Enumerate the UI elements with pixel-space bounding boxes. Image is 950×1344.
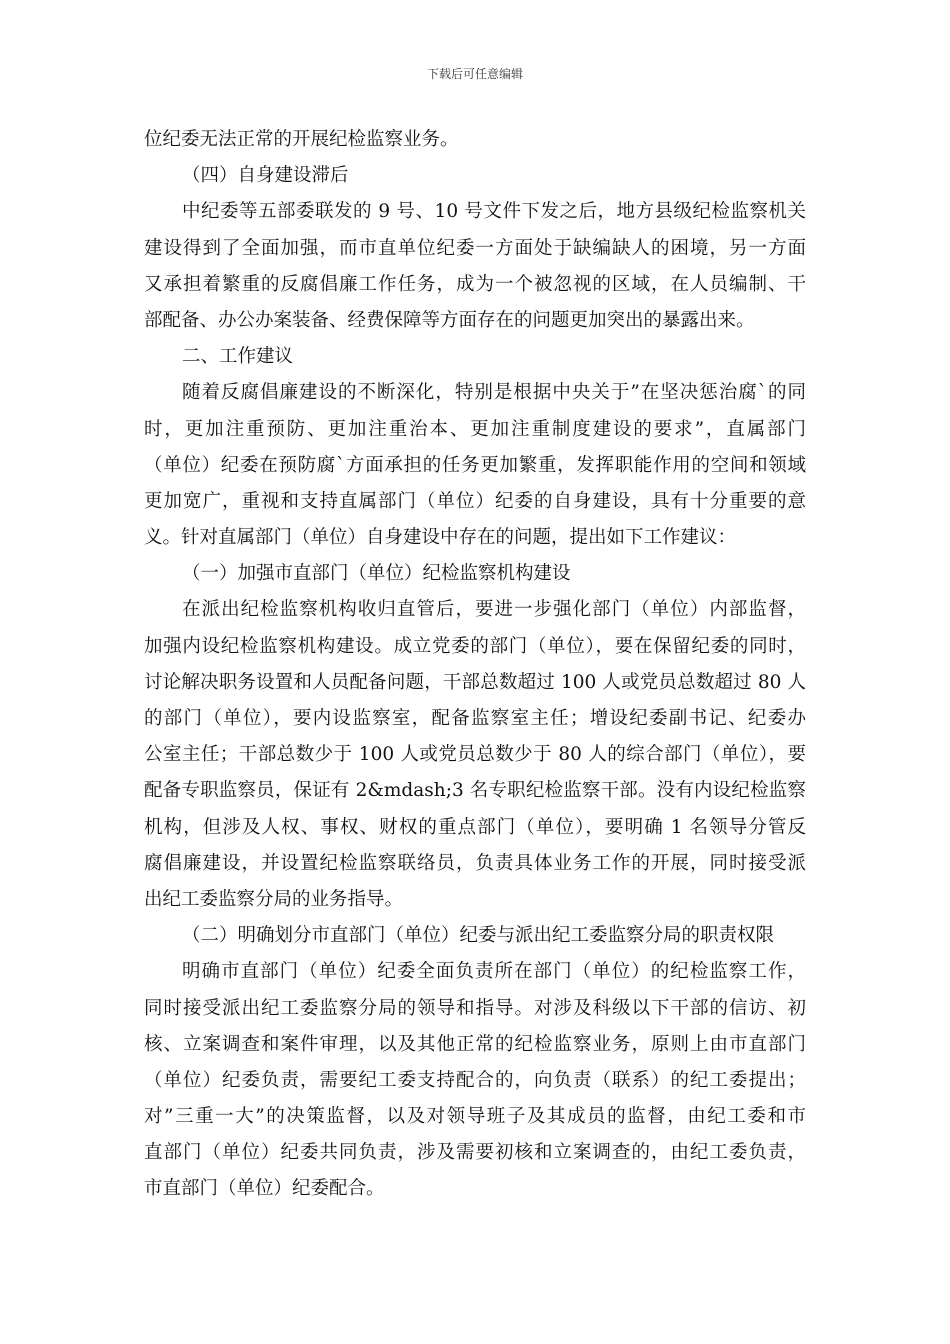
paragraph-line: 机构，但涉及人权、事权、财权的重点部门（单位），要明确 1 名领导分管反 [144, 816, 806, 838]
paragraph-line: 随着反腐倡廉建设的不断深化，特别是根据中央关于”在坚决惩治腐`的同 [182, 382, 806, 404]
paragraph-line: 位纪委无法正常的开展纪检监察业务。 [144, 129, 459, 150]
section-heading: （一）加强市直部门（单位）纪检监察机构建设 [182, 563, 571, 585]
paragraph-line: 对”三重一大”的决策监督，以及对领导班子及其成员的监督，由纪工委和市 [144, 1106, 806, 1128]
paragraph-line: 的部门（单位），要内设监察室，配备监察室主任；增设纪委副书记、纪委办 [144, 708, 806, 729]
paragraph-line: 出纪工委监察分局的业务指导。 [144, 888, 404, 910]
paragraph-line: 市直部门（单位）纪委配合。 [144, 1178, 385, 1200]
paragraph-line: 明确市直部门（单位）纪委全面负责所在部门（单位）的纪检监察工作， [182, 961, 806, 983]
paragraph-line: 更加宽广，重视和支持直属部门（单位）纪委的自身建设，具有十分重要的意 [144, 490, 806, 512]
section-heading: 二、工作建议 [182, 346, 294, 368]
paragraph-line: 核、立案调查和案件审理，以及其他正常的纪检监察业务，原则上由市直部门 [144, 1033, 806, 1055]
paragraph-line: 直部门（单位）纪委共同负责，涉及需要初核和立案调查的，由纪工委负责， [144, 1142, 806, 1164]
paragraph-line: 在派出纪检监察机构收归直管后，要进一步强化部门（单位）内部监督， [182, 599, 806, 621]
section-heading: （四）自身建设滞后 [182, 165, 349, 187]
paragraph-line: 公室主任；干部总数少于 100 人或党员总数少于 80 人的综合部门（单位），要 [144, 744, 806, 766]
paragraph-line: 中纪委等五部委联发的 9 号、10 号文件下发之后，地方县级纪检监察机关 [182, 201, 806, 223]
paragraph-line: 加强内设纪检监察机构建设。成立党委的部门（单位），要在保留纪委的同时， [144, 635, 806, 657]
document-body [144, 122, 806, 1208]
paragraph-line: （单位）纪委在预防腐`方面承担的任务更加繁重，发挥职能作用的空间和领域 [144, 454, 806, 476]
page-header: 下载后可任意编辑 [426, 67, 523, 81]
paragraph-line: （单位）纪委负责，需要纪工委支持配合的，向负责（联系）的纪工委提出； [144, 1069, 806, 1091]
paragraph-line: 义。针对直属部门（单位）自身建设中存在的问题，提出如下工作建议： [144, 527, 737, 549]
paragraph-line: 同时接受派出纪工委监察分局的领导和指导。对涉及科级以下干部的信访、初 [144, 997, 806, 1019]
paragraph-line: 时，更加注重预防、更加注重治本、更加注重制度建设的要求”，直属部门 [144, 418, 806, 440]
paragraph-line: 配备专职监察员，保证有 2&mdash;3 名专职纪检监察干部。没有内设纪检监察 [144, 780, 806, 802]
paragraph-line: 建设得到了全面加强，而市直单位纪委一方面处于缺编缺人的困境，另一方面 [144, 237, 806, 259]
paragraph-line: 又承担着繁重的反腐倡廉工作任务，成为一个被忽视的区域，在人员编制、干 [144, 273, 806, 295]
paragraph-line: 腐倡廉建设，并设置纪检监察联络员，负责具体业务工作的开展，同时接受派 [144, 852, 806, 874]
section-heading: （二）明确划分市直部门（单位）纪委与派出纪工委监察分局的职责权限 [182, 925, 775, 947]
paragraph-line: 讨论解决职务设置和人员配备问题，干部总数超过 100 人或党员总数超过 80 人 [144, 671, 806, 693]
paragraph-line: 部配备、办公办案装备、经费保障等方面存在的问题更加突出的暴露出来。 [144, 309, 755, 331]
